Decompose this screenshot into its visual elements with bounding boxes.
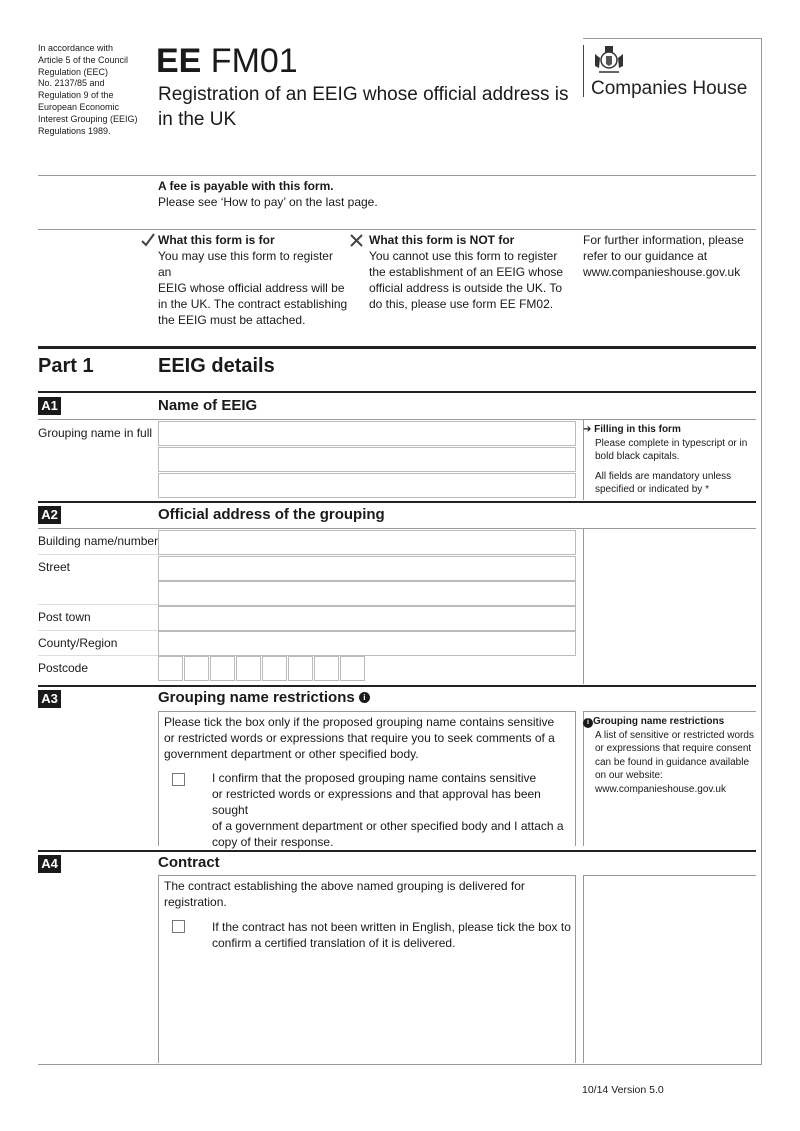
part-number: Part 1 xyxy=(38,355,94,377)
restriction-checkbox[interactable] xyxy=(172,773,185,786)
arrow-right-icon: ➔ xyxy=(583,424,592,435)
further-info: For further information, please refer to our guidance at www.companieshouse.gov.uk xyxy=(583,233,744,279)
part-divider xyxy=(38,346,756,349)
version-label: 10/14 Version 5.0 xyxy=(582,1084,664,1096)
post-town-label: Post town xyxy=(38,610,91,624)
address-side-box xyxy=(583,528,756,684)
grouping-name-label: Grouping name in full xyxy=(38,426,153,440)
info-icon: i xyxy=(583,718,593,728)
postcode-cell[interactable] xyxy=(340,656,365,681)
legal-note: In accordance with Article 5 of the Council Regulation (EEC) No. 2137/85 and Regulation 9 of the European Economic Interest Grouping (EEIG) Regulations 1989. xyxy=(38,43,138,136)
postcode-cell[interactable] xyxy=(210,656,235,681)
a4-side-box xyxy=(583,875,756,1063)
county-label: County/Region xyxy=(38,636,118,650)
section-title-a4: Contract xyxy=(158,854,220,871)
a4-instructions: The contract establishing the above named grouping is delivered for registration. xyxy=(164,879,525,909)
postcode-cell[interactable] xyxy=(184,656,209,681)
county-input[interactable] xyxy=(158,631,576,656)
translation-checkbox[interactable] xyxy=(172,920,185,933)
divider xyxy=(38,850,756,852)
section-badge-a1: A1 xyxy=(38,397,61,415)
a3-note: i Grouping name restrictions A list of sensitive or restricted words or expressions that require consent can be found in guidance available on our website: www.companieshouse.gov.uk xyxy=(583,715,755,796)
logo-divider xyxy=(583,45,584,97)
filling-note: ➔ Filling in this form Please complete in typescript or in bold black capitals. All fields are mandatory unless specified or indicated by * xyxy=(583,424,748,495)
page-right-border xyxy=(761,38,762,1065)
divider xyxy=(38,685,756,687)
postcode-cell[interactable] xyxy=(288,656,313,681)
postcode-cell[interactable] xyxy=(236,656,261,681)
postcode-cell[interactable] xyxy=(158,656,183,681)
grouping-name-line-3[interactable] xyxy=(158,473,576,498)
divider xyxy=(38,501,756,503)
divider xyxy=(38,229,756,230)
grouping-name-line-2[interactable] xyxy=(158,447,576,472)
section-badge-a4: A4 xyxy=(38,855,61,873)
divider xyxy=(38,604,158,605)
divider xyxy=(38,554,158,555)
fee-notice: A fee is payable with this form. Please see ‘How to pay’ on the last page. xyxy=(158,179,378,209)
building-label: Building name/number xyxy=(38,534,159,548)
a3-confirm-text: I confirm that the proposed grouping name contains sensitive or restricted words or expressions and that approval has been sought of a government department or other specified body and I attach a copy of their response. xyxy=(212,771,564,849)
street-input-2[interactable] xyxy=(158,581,576,606)
divider xyxy=(38,630,158,631)
section-title-a2: Official address of the grouping xyxy=(158,506,385,523)
postcode-cell[interactable] xyxy=(314,656,339,681)
section-badge-a2: A2 xyxy=(38,506,61,524)
form-code: EE FM01 xyxy=(156,42,298,80)
divider xyxy=(38,175,756,176)
section-badge-a3: A3 xyxy=(38,690,61,708)
form-is-for: What this form is for You may use this form to register an EEIG whose official address will be in the UK. The contract establishing the EEIG must be attached. xyxy=(158,233,348,327)
logo-text: Companies House xyxy=(591,78,748,99)
a3-instructions: Please tick the box only if the proposed grouping name contains sensitive or restricted words or expressions that require you to seek comments of a government department or other specified body. xyxy=(164,715,555,761)
tick-icon xyxy=(140,232,156,248)
section-title-a3: Grouping name restrictions i xyxy=(158,689,370,706)
grouping-name-line-1[interactable] xyxy=(158,421,576,446)
form-title: Registration of an EEIG whose official address is in the UK xyxy=(158,84,569,130)
part-title: EEIG details xyxy=(158,355,275,377)
info-icon: i xyxy=(359,692,370,703)
building-input[interactable] xyxy=(158,530,576,555)
street-input-1[interactable] xyxy=(158,556,576,581)
street-label: Street xyxy=(38,560,71,574)
divider xyxy=(38,391,756,393)
royal-crest-icon xyxy=(591,44,627,76)
page-top-border xyxy=(583,38,762,39)
section-title-a1: Name of EEIG xyxy=(158,397,258,414)
cross-icon xyxy=(349,233,364,248)
form-is-not-for: What this form is NOT for You cannot use this form to register the establishment of an EEIG whose official address is outside the UK. To do this, please use form EE FM02. xyxy=(369,233,564,311)
page-bottom-border xyxy=(38,1064,762,1065)
postcode-cell[interactable] xyxy=(262,656,287,681)
a4-confirm-text: If the contract has not been written in English, please tick the box to confirm a certified translation of it is delivered. xyxy=(212,920,571,950)
postcode-label: Postcode xyxy=(38,661,89,675)
post-town-input[interactable] xyxy=(158,606,576,631)
divider xyxy=(38,655,158,656)
